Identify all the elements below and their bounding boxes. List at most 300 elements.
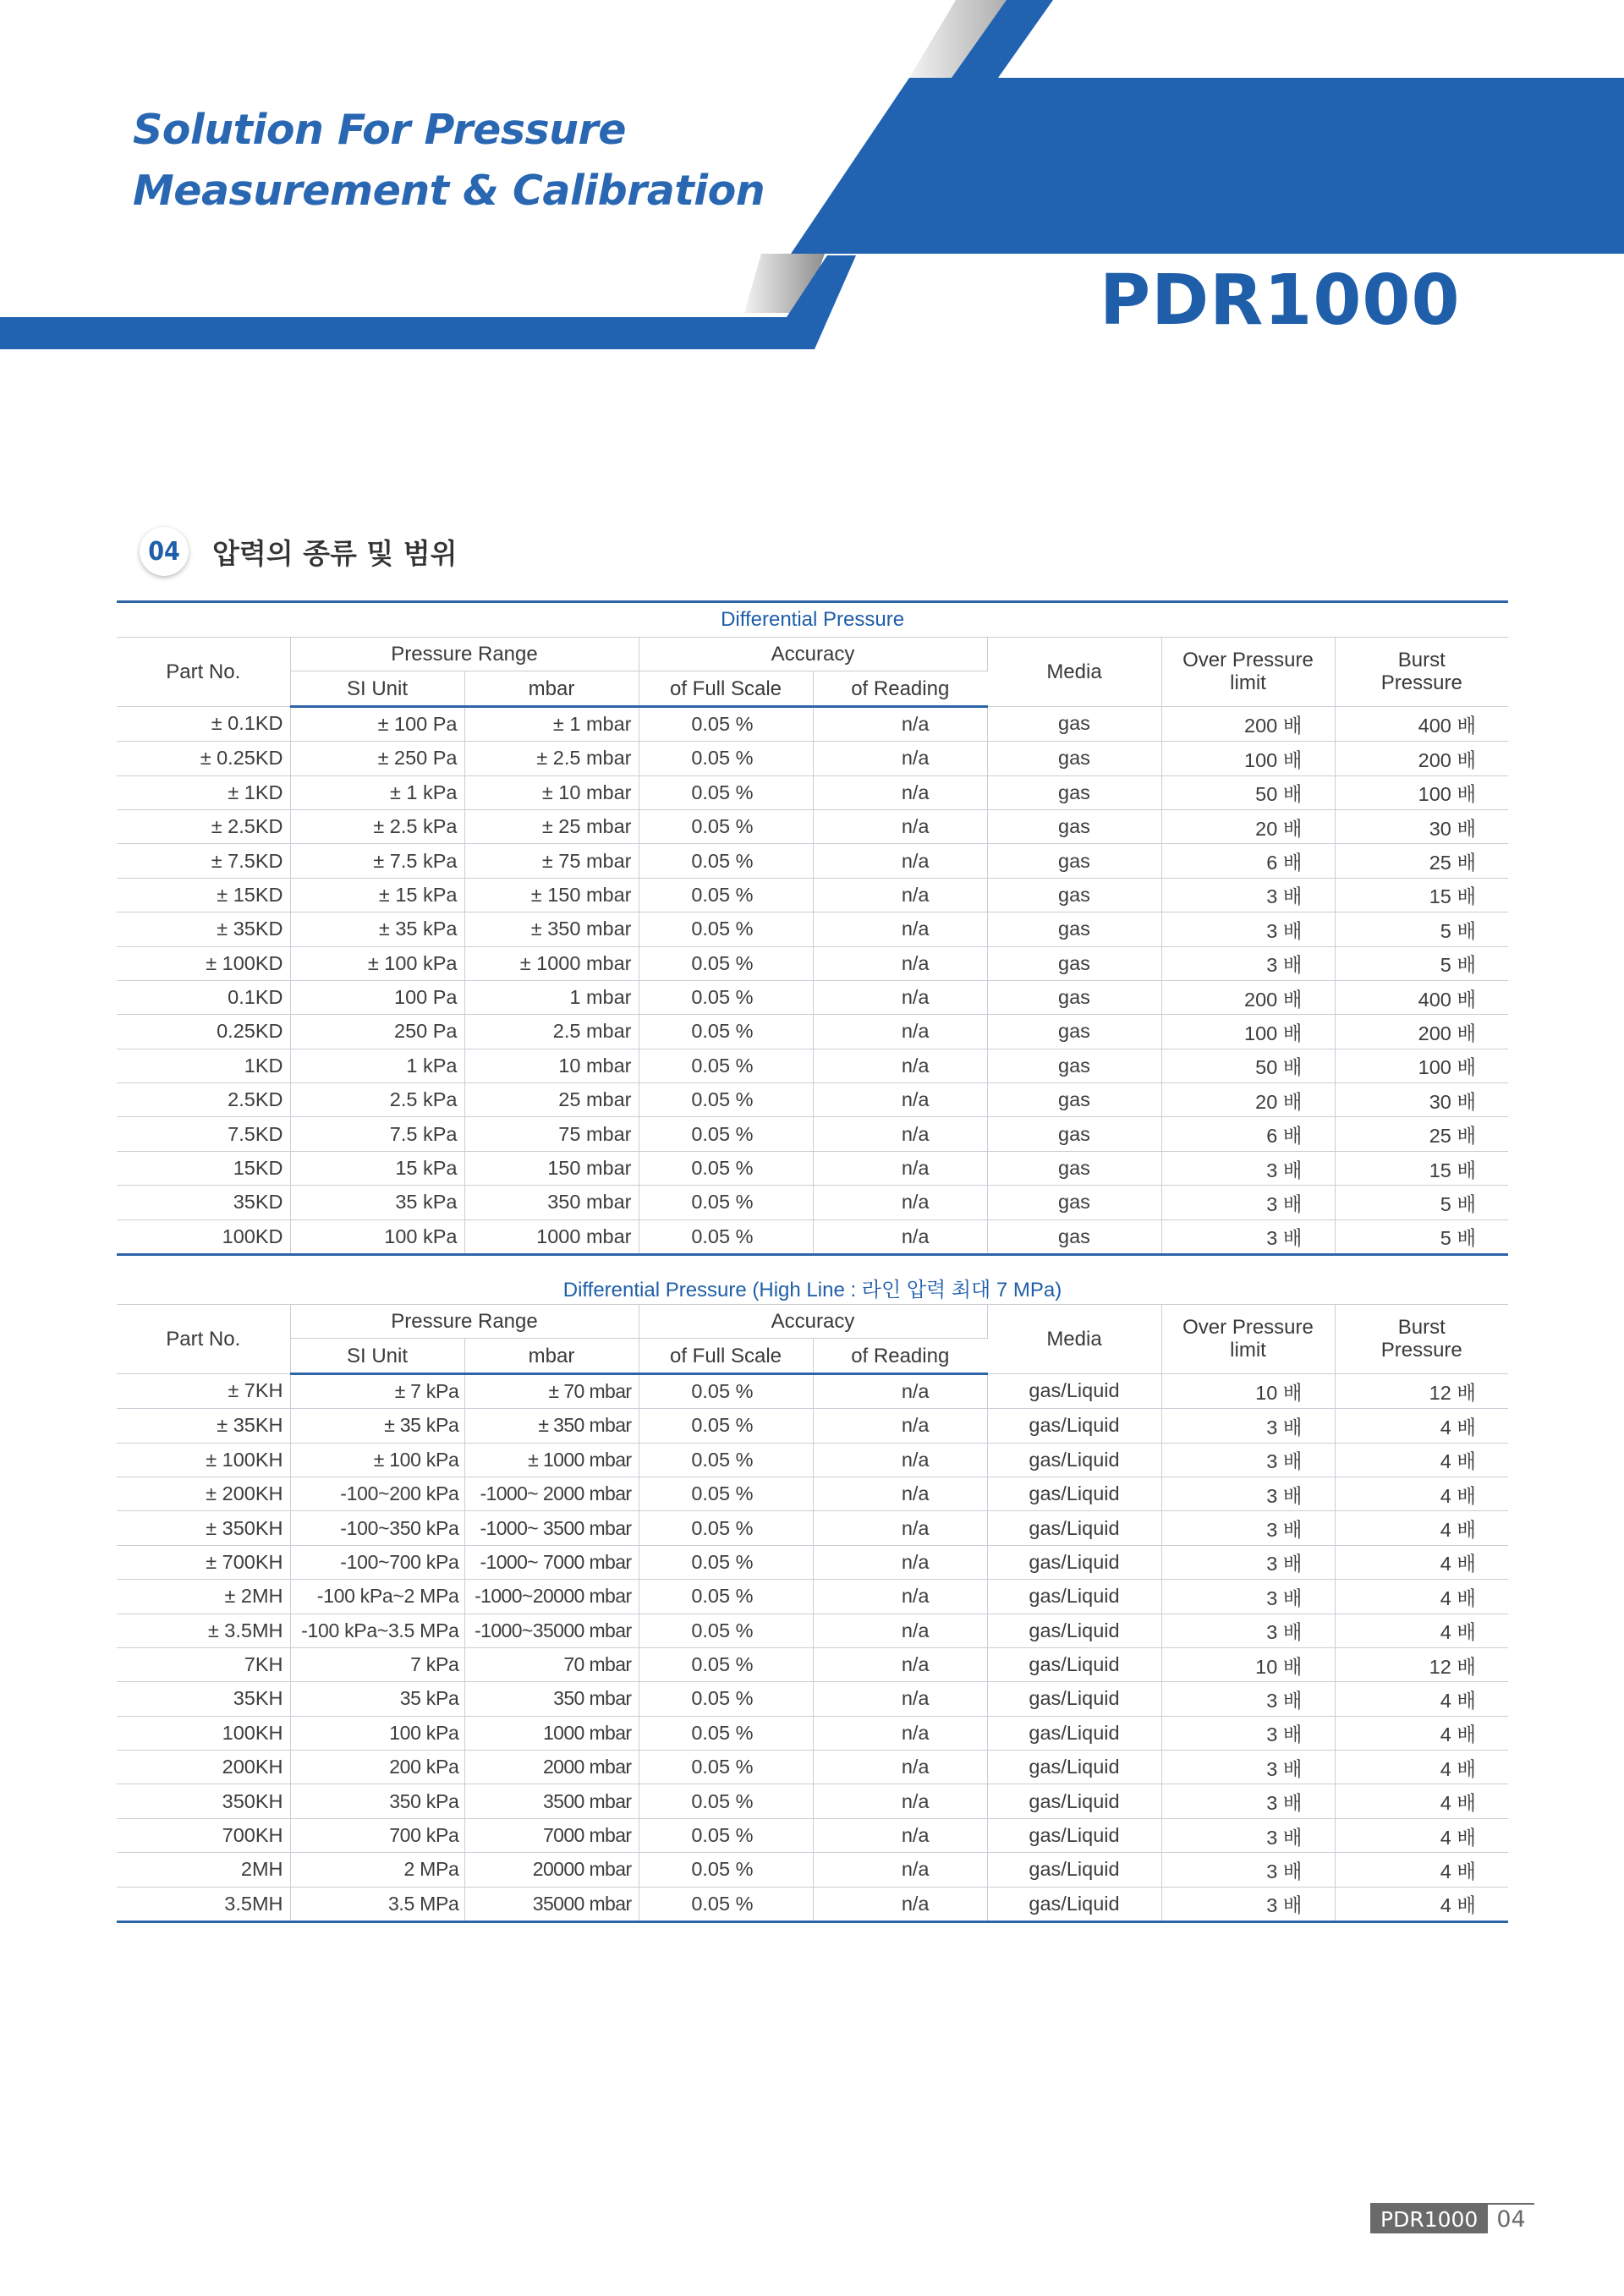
cell-part-no: ± 1KD: [117, 775, 290, 809]
header-pressure-range: Pressure Range: [290, 1305, 639, 1339]
cell-burst-pressure: 4 배: [1335, 1853, 1508, 1887]
cell-mbar: ± 70 mbar: [464, 1373, 639, 1408]
header-full-scale: of Full Scale: [639, 671, 813, 706]
cell-media: gas: [987, 1049, 1161, 1082]
cell-burst-pressure: 30 배: [1335, 809, 1508, 843]
cell-si-unit: 700 kPa: [290, 1818, 464, 1852]
cell-reading: n/a: [813, 1477, 987, 1510]
cell-mbar: 350 mbar: [464, 1682, 639, 1716]
cell-full-scale: 0.05 %: [639, 1409, 813, 1443]
cell-over-pressure: 3 배: [1161, 946, 1335, 980]
cell-over-pressure: 3 배: [1161, 878, 1335, 912]
cell-over-pressure: 10 배: [1161, 1373, 1335, 1408]
cell-si-unit: ± 100 kPa: [290, 946, 464, 980]
cell-over-pressure: 20 배: [1161, 1083, 1335, 1117]
cell-full-scale: 0.05 %: [639, 1751, 813, 1784]
cell-mbar: 75 mbar: [464, 1117, 639, 1151]
cell-over-pressure: 200 배: [1161, 706, 1335, 741]
cell-media: gas: [987, 1186, 1161, 1219]
cell-full-scale: 0.05 %: [639, 1117, 813, 1151]
cell-si-unit: 350 kPa: [290, 1784, 464, 1818]
cell-media: gas: [987, 844, 1161, 878]
cell-media: gas: [987, 809, 1161, 843]
cell-mbar: 2000 mbar: [464, 1751, 639, 1784]
cell-full-scale: 0.05 %: [639, 1477, 813, 1510]
cell-reading: n/a: [813, 1751, 987, 1784]
cell-part-no: 100KD: [117, 1219, 290, 1254]
cell-over-pressure: 3 배: [1161, 1151, 1335, 1185]
table-row: [117, 844, 1508, 878]
cell-reading: n/a: [813, 1716, 987, 1750]
table-title-row: [117, 602, 1508, 638]
cell-burst-pressure: 4 배: [1335, 1784, 1508, 1818]
table-row: [117, 980, 1508, 1014]
cell-media: gas/Liquid: [987, 1647, 1161, 1681]
header-burst-line1: Burst: [1397, 1316, 1446, 1340]
cell-over-pressure: 3 배: [1161, 1614, 1335, 1647]
table-header-row: [117, 1305, 1508, 1339]
cell-part-no: ± 3.5MH: [117, 1614, 290, 1647]
cell-part-no: ± 2MH: [117, 1580, 290, 1614]
cell-part-no: 700KH: [117, 1818, 290, 1852]
table-row: [117, 1083, 1508, 1117]
cell-media: gas: [987, 706, 1161, 741]
cell-si-unit: 2 MPa: [290, 1853, 464, 1887]
cell-full-scale: 0.05 %: [639, 775, 813, 809]
cell-si-unit: 1 kPa: [290, 1049, 464, 1082]
header-blue-bar: [0, 255, 856, 349]
header-burst-line2: Pressure: [1380, 671, 1462, 695]
section-title: 압력의 종류 및 범위: [212, 536, 458, 570]
cell-si-unit: ± 100 kPa: [290, 1443, 464, 1477]
cell-burst-pressure: 4 배: [1335, 1409, 1508, 1443]
cell-burst-pressure: 12 배: [1335, 1373, 1508, 1408]
cell-part-no: ± 2.5KD: [117, 809, 290, 843]
cell-reading: n/a: [813, 1409, 987, 1443]
cell-si-unit: -100~200 kPa: [290, 1477, 464, 1510]
table-row: [117, 1219, 1508, 1254]
header-burst-line1: Burst: [1397, 649, 1446, 672]
cell-reading: n/a: [813, 1117, 987, 1151]
cell-over-pressure: 50 배: [1161, 775, 1335, 809]
cell-burst-pressure: 100 배: [1335, 1049, 1508, 1082]
cell-media: gas/Liquid: [987, 1443, 1161, 1477]
cell-part-no: 35KD: [117, 1186, 290, 1219]
cell-reading: n/a: [813, 1818, 987, 1852]
cell-si-unit: 100 kPa: [290, 1219, 464, 1254]
cell-reading: n/a: [813, 1151, 987, 1185]
cell-si-unit: 15 kPa: [290, 1151, 464, 1185]
product-title: PDR1000: [1100, 260, 1461, 341]
table-title: Differential Pressure (High Line : 라인 압력 최대 7 MPa): [117, 1270, 1508, 1305]
cell-full-scale: 0.05 %: [639, 742, 813, 775]
cell-burst-pressure: 4 배: [1335, 1545, 1508, 1579]
cell-over-pressure: 10 배: [1161, 1647, 1335, 1681]
cell-reading: n/a: [813, 1853, 987, 1887]
cell-over-pressure: 100 배: [1161, 1015, 1335, 1049]
cell-si-unit: -100 kPa~3.5 MPa: [290, 1614, 464, 1647]
table-row: [117, 1477, 1508, 1510]
header-mbar: mbar: [464, 1339, 639, 1373]
table-row: [117, 878, 1508, 912]
cell-media: gas: [987, 946, 1161, 980]
table-row: [117, 946, 1508, 980]
cell-full-scale: 0.05 %: [639, 1614, 813, 1647]
cell-part-no: 200KH: [117, 1751, 290, 1784]
cell-mbar: 350 mbar: [464, 1186, 639, 1219]
page-number: 04: [1496, 2206, 1526, 2233]
cell-si-unit: ± 15 kPa: [290, 878, 464, 912]
cell-burst-pressure: 4 배: [1335, 1682, 1508, 1716]
cell-full-scale: 0.05 %: [639, 1580, 813, 1614]
table-row: [117, 1151, 1508, 1185]
cell-reading: n/a: [813, 775, 987, 809]
cell-reading: n/a: [813, 1887, 987, 1921]
cell-si-unit: ± 100 Pa: [290, 706, 464, 741]
cell-full-scale: 0.05 %: [639, 1151, 813, 1185]
tagline-line-1: Solution For Pressure: [133, 106, 626, 154]
cell-part-no: 100KH: [117, 1716, 290, 1750]
cell-over-pressure: 6 배: [1161, 1117, 1335, 1151]
cell-burst-pressure: 400 배: [1335, 980, 1508, 1014]
cell-media: gas/Liquid: [987, 1545, 1161, 1579]
cell-media: gas: [987, 1117, 1161, 1151]
cell-burst-pressure: 5 배: [1335, 1186, 1508, 1219]
cell-part-no: ± 100KH: [117, 1443, 290, 1477]
cell-mbar: 1000 mbar: [464, 1219, 639, 1254]
cell-mbar: 1 mbar: [464, 980, 639, 1014]
cell-burst-pressure: 400 배: [1335, 706, 1508, 741]
cell-reading: n/a: [813, 1545, 987, 1579]
header-si-unit: SI Unit: [290, 671, 464, 706]
cell-burst-pressure: 5 배: [1335, 912, 1508, 946]
cell-burst-pressure: 15 배: [1335, 878, 1508, 912]
table-row: [117, 1647, 1508, 1681]
cell-burst-pressure: 4 배: [1335, 1818, 1508, 1852]
cell-burst-pressure: 15 배: [1335, 1151, 1508, 1185]
cell-media: gas/Liquid: [987, 1511, 1161, 1545]
header-blue-band: [791, 78, 1624, 254]
cell-burst-pressure: 200 배: [1335, 742, 1508, 775]
header-over-pressure-line1: Over Pressure: [1182, 1316, 1314, 1340]
table-row: [117, 1373, 1508, 1408]
cell-part-no: ± 7.5KD: [117, 844, 290, 878]
cell-si-unit: -100~700 kPa: [290, 1545, 464, 1579]
cell-mbar: 7000 mbar: [464, 1818, 639, 1852]
table-title-row: [117, 1270, 1508, 1305]
cell-si-unit: ± 1 kPa: [290, 775, 464, 809]
cell-media: gas/Liquid: [987, 1887, 1161, 1921]
cell-media: gas/Liquid: [987, 1716, 1161, 1750]
cell-full-scale: 0.05 %: [639, 946, 813, 980]
cell-over-pressure: 3 배: [1161, 1477, 1335, 1510]
cell-mbar: ± 75 mbar: [464, 844, 639, 878]
cell-si-unit: -100 kPa~2 MPa: [290, 1580, 464, 1614]
cell-mbar: 150 mbar: [464, 1151, 639, 1185]
cell-full-scale: 0.05 %: [639, 1219, 813, 1254]
cell-burst-pressure: 30 배: [1335, 1083, 1508, 1117]
table-row: [117, 1511, 1508, 1545]
cell-burst-pressure: 4 배: [1335, 1580, 1508, 1614]
cell-over-pressure: 3 배: [1161, 1751, 1335, 1784]
cell-si-unit: ± 35 kPa: [290, 912, 464, 946]
cell-reading: n/a: [813, 980, 987, 1014]
table-row: [117, 1853, 1508, 1887]
cell-si-unit: 7 kPa: [290, 1647, 464, 1681]
cell-media: gas/Liquid: [987, 1784, 1161, 1818]
cell-mbar: ± 1000 mbar: [464, 946, 639, 980]
cell-full-scale: 0.05 %: [639, 1049, 813, 1082]
cell-part-no: 1KD: [117, 1049, 290, 1082]
cell-burst-pressure: 5 배: [1335, 1219, 1508, 1254]
cell-reading: n/a: [813, 844, 987, 878]
cell-si-unit: -100~350 kPa: [290, 1511, 464, 1545]
cell-media: gas/Liquid: [987, 1614, 1161, 1647]
cell-full-scale: 0.05 %: [639, 1716, 813, 1750]
cell-burst-pressure: 4 배: [1335, 1443, 1508, 1477]
cell-part-no: 3.5MH: [117, 1887, 290, 1921]
cell-part-no: ± 0.25KD: [117, 742, 290, 775]
cell-reading: n/a: [813, 1373, 987, 1408]
cell-full-scale: 0.05 %: [639, 1083, 813, 1117]
cell-media: gas: [987, 912, 1161, 946]
cell-part-no: ± 200KH: [117, 1477, 290, 1510]
cell-part-no: ± 15KD: [117, 878, 290, 912]
cell-over-pressure: 200 배: [1161, 980, 1335, 1014]
cell-mbar: -1000~ 7000 mbar: [464, 1545, 639, 1579]
cell-part-no: ± 7KH: [117, 1373, 290, 1408]
cell-burst-pressure: 4 배: [1335, 1511, 1508, 1545]
table-row: [117, 1117, 1508, 1151]
cell-full-scale: 0.05 %: [639, 844, 813, 878]
cell-reading: n/a: [813, 1015, 987, 1049]
header-over-pressure-line2: limit: [1230, 671, 1266, 695]
cell-si-unit: 100 Pa: [290, 980, 464, 1014]
cell-part-no: 15KD: [117, 1151, 290, 1185]
table-row: [117, 1682, 1508, 1716]
cell-burst-pressure: 200 배: [1335, 1015, 1508, 1049]
table-row: [117, 1409, 1508, 1443]
cell-media: gas: [987, 980, 1161, 1014]
cell-media: gas: [987, 1083, 1161, 1117]
cell-over-pressure: 3 배: [1161, 1545, 1335, 1579]
cell-media: gas/Liquid: [987, 1477, 1161, 1510]
cell-reading: n/a: [813, 878, 987, 912]
tagline-line-2: Measurement & Calibration: [133, 167, 765, 215]
cell-mbar: 2.5 mbar: [464, 1015, 639, 1049]
cell-mbar: -1000~20000 mbar: [464, 1580, 639, 1614]
cell-part-no: ± 350KH: [117, 1511, 290, 1545]
table-row: [117, 912, 1508, 946]
cell-over-pressure: 3 배: [1161, 1784, 1335, 1818]
table-row: [117, 706, 1508, 741]
cell-burst-pressure: 4 배: [1335, 1887, 1508, 1921]
cell-mbar: ± 1 mbar: [464, 706, 639, 741]
header-si-unit: SI Unit: [290, 1339, 464, 1373]
header-pressure-range: Pressure Range: [290, 638, 639, 671]
cell-over-pressure: 20 배: [1161, 809, 1335, 843]
header-reading: of Reading: [813, 671, 987, 706]
cell-reading: n/a: [813, 1443, 987, 1477]
table-row: [117, 1545, 1508, 1579]
cell-full-scale: 0.05 %: [639, 1186, 813, 1219]
cell-full-scale: 0.05 %: [639, 1784, 813, 1818]
cell-mbar: 25 mbar: [464, 1083, 639, 1117]
cell-si-unit: ± 250 Pa: [290, 742, 464, 775]
differential-pressure-table: [117, 600, 1508, 1256]
cell-reading: n/a: [813, 1647, 987, 1681]
cell-part-no: 0.25KD: [117, 1015, 290, 1049]
high-line-pressure-table: [117, 1270, 1508, 1923]
cell-part-no: 2MH: [117, 1853, 290, 1887]
cell-over-pressure: 3 배: [1161, 1853, 1335, 1887]
cell-burst-pressure: 4 배: [1335, 1716, 1508, 1750]
cell-reading: n/a: [813, 1682, 987, 1716]
cell-full-scale: 0.05 %: [639, 1443, 813, 1477]
cell-media: gas/Liquid: [987, 1818, 1161, 1852]
cell-reading: n/a: [813, 1580, 987, 1614]
cell-mbar: 1000 mbar: [464, 1716, 639, 1750]
cell-full-scale: 0.05 %: [639, 1853, 813, 1887]
table-title: Differential Pressure: [117, 602, 1508, 638]
cell-burst-pressure: 12 배: [1335, 1647, 1508, 1681]
cell-over-pressure: 3 배: [1161, 1887, 1335, 1921]
cell-over-pressure: 3 배: [1161, 1186, 1335, 1219]
cell-mbar: ± 350 mbar: [464, 1409, 639, 1443]
header-over-pressure-line1: Over Pressure: [1182, 649, 1314, 672]
header-burst-pressure: [1335, 1305, 1508, 1374]
cell-full-scale: 0.05 %: [639, 1887, 813, 1921]
cell-mbar: ± 25 mbar: [464, 809, 639, 843]
cell-over-pressure: 3 배: [1161, 912, 1335, 946]
header-reading: of Reading: [813, 1339, 987, 1373]
cell-si-unit: 2.5 kPa: [290, 1083, 464, 1117]
cell-si-unit: 250 Pa: [290, 1015, 464, 1049]
cell-media: gas: [987, 775, 1161, 809]
cell-media: gas/Liquid: [987, 1373, 1161, 1408]
table-row: [117, 1580, 1508, 1614]
cell-mbar: ± 150 mbar: [464, 878, 639, 912]
cell-full-scale: 0.05 %: [639, 1373, 813, 1408]
cell-full-scale: 0.05 %: [639, 1647, 813, 1681]
cell-media: gas/Liquid: [987, 1853, 1161, 1887]
table-row: [117, 1186, 1508, 1219]
header-part-no: Part No.: [117, 1305, 290, 1374]
table-row: [117, 1015, 1508, 1049]
cell-burst-pressure: 25 배: [1335, 1117, 1508, 1151]
cell-part-no: 7KH: [117, 1647, 290, 1681]
header-burst-pressure: [1335, 638, 1508, 707]
cell-mbar: 35000 mbar: [464, 1887, 639, 1921]
cell-full-scale: 0.05 %: [639, 878, 813, 912]
cell-mbar: 10 mbar: [464, 1049, 639, 1082]
cell-part-no: 350KH: [117, 1784, 290, 1818]
cell-reading: n/a: [813, 1784, 987, 1818]
cell-part-no: 7.5KD: [117, 1117, 290, 1151]
table-row: [117, 775, 1508, 809]
cell-reading: n/a: [813, 1083, 987, 1117]
cell-si-unit: ± 7 kPa: [290, 1373, 464, 1408]
cell-full-scale: 0.05 %: [639, 706, 813, 741]
cell-burst-pressure: 25 배: [1335, 844, 1508, 878]
table-row: [117, 1049, 1508, 1082]
cell-si-unit: 3.5 MPa: [290, 1887, 464, 1921]
cell-media: gas: [987, 1219, 1161, 1254]
cell-burst-pressure: 5 배: [1335, 946, 1508, 980]
cell-part-no: 2.5KD: [117, 1083, 290, 1117]
header-accuracy: Accuracy: [639, 638, 987, 671]
cell-burst-pressure: 4 배: [1335, 1751, 1508, 1784]
cell-burst-pressure: 4 배: [1335, 1477, 1508, 1510]
cell-over-pressure: 3 배: [1161, 1409, 1335, 1443]
cell-mbar: ± 350 mbar: [464, 912, 639, 946]
cell-full-scale: 0.05 %: [639, 912, 813, 946]
cell-over-pressure: 3 배: [1161, 1818, 1335, 1852]
cell-full-scale: 0.05 %: [639, 980, 813, 1014]
cell-reading: n/a: [813, 1511, 987, 1545]
cell-mbar: ± 10 mbar: [464, 775, 639, 809]
header-over-pressure-line2: limit: [1230, 1339, 1266, 1362]
cell-si-unit: 100 kPa: [290, 1716, 464, 1750]
header-part-no: Part No.: [117, 638, 290, 707]
cell-over-pressure: 100 배: [1161, 742, 1335, 775]
cell-media: gas/Liquid: [987, 1409, 1161, 1443]
cell-reading: n/a: [813, 706, 987, 741]
cell-full-scale: 0.05 %: [639, 1682, 813, 1716]
cell-over-pressure: 3 배: [1161, 1219, 1335, 1254]
cell-si-unit: ± 2.5 kPa: [290, 809, 464, 843]
cell-media: gas: [987, 878, 1161, 912]
header-mbar: mbar: [464, 671, 639, 706]
cell-full-scale: 0.05 %: [639, 809, 813, 843]
cell-reading: n/a: [813, 1219, 987, 1254]
cell-full-scale: 0.05 %: [639, 1818, 813, 1852]
cell-burst-pressure: 100 배: [1335, 775, 1508, 809]
cell-reading: n/a: [813, 1049, 987, 1082]
cell-media: gas/Liquid: [987, 1580, 1161, 1614]
cell-over-pressure: 3 배: [1161, 1716, 1335, 1750]
cell-media: gas/Liquid: [987, 1682, 1161, 1716]
cell-full-scale: 0.05 %: [639, 1511, 813, 1545]
cell-part-no: ± 700KH: [117, 1545, 290, 1579]
table-row: [117, 1443, 1508, 1477]
cell-media: gas: [987, 1015, 1161, 1049]
cell-part-no: ± 100KD: [117, 946, 290, 980]
cell-burst-pressure: 4 배: [1335, 1614, 1508, 1647]
cell-part-no: 0.1KD: [117, 980, 290, 1014]
table-row: [117, 1818, 1508, 1852]
cell-mbar: -1000~ 3500 mbar: [464, 1511, 639, 1545]
header-media: Media: [987, 638, 1161, 707]
cell-reading: n/a: [813, 946, 987, 980]
cell-full-scale: 0.05 %: [639, 1545, 813, 1579]
cell-si-unit: ± 35 kPa: [290, 1409, 464, 1443]
cell-reading: n/a: [813, 1186, 987, 1219]
table-header-row: [117, 638, 1508, 671]
table-row: [117, 1751, 1508, 1784]
cell-media: gas: [987, 742, 1161, 775]
header-burst-line2: Pressure: [1380, 1339, 1462, 1362]
cell-mbar: 3500 mbar: [464, 1784, 639, 1818]
cell-mbar: ± 1000 mbar: [464, 1443, 639, 1477]
cell-media: gas: [987, 1151, 1161, 1185]
cell-reading: n/a: [813, 809, 987, 843]
table-row: [117, 1887, 1508, 1921]
cell-mbar: -1000~ 2000 mbar: [464, 1477, 639, 1510]
cell-si-unit: 7.5 kPa: [290, 1117, 464, 1151]
cell-over-pressure: 3 배: [1161, 1511, 1335, 1545]
cell-mbar: 70 mbar: [464, 1647, 639, 1681]
